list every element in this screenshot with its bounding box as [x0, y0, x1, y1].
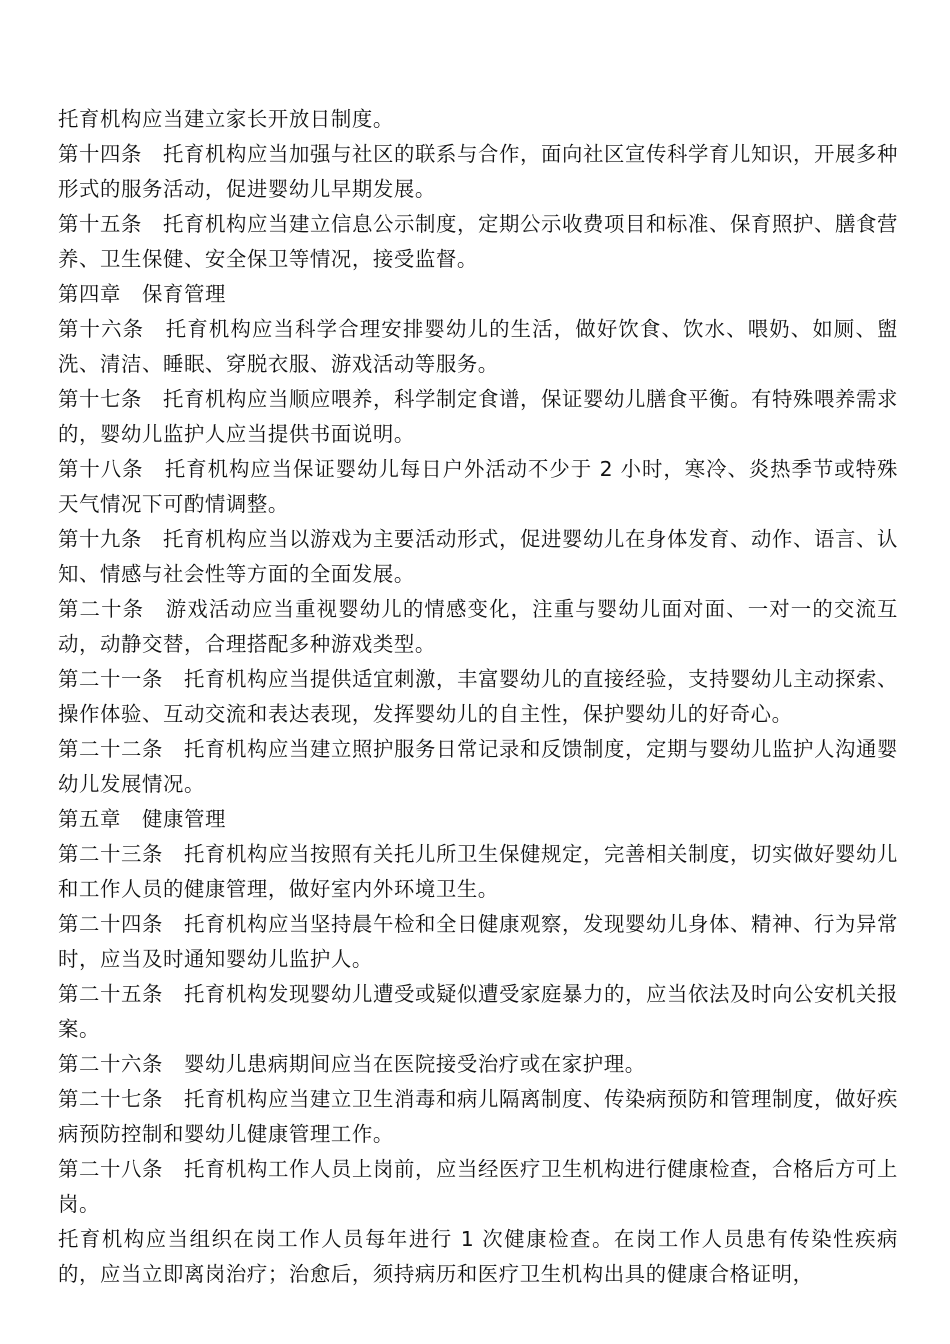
article-label: 第二十三条	[58, 842, 163, 866]
article-text: 托育机构应当建立信息公示制度，定期公示收费项目和标准、保育照护、膳食营养、卫生保健、安全保卫等情况，接受监督。	[58, 212, 898, 271]
article-15	[58, 207, 898, 277]
article-text: 托育机构应当科学合理安排婴幼儿的生活，做好饮食、饮水、喂奶、如厕、盥洗、清洁、睡眠、穿脱衣服、游戏活动等服务。	[58, 317, 898, 376]
article-22	[58, 732, 898, 802]
article-25	[58, 977, 898, 1047]
paragraph-continuation	[58, 1222, 898, 1292]
article-20	[58, 592, 898, 662]
article-text: 托育机构应当顺应喂养，科学制定食谱，保证婴幼儿膳食平衡。有特殊喂养需求的，婴幼儿监护人应当提供书面说明。	[58, 387, 898, 446]
article-21	[58, 662, 898, 732]
article-label: 第二十条	[58, 597, 145, 621]
paragraph-text: 托育机构应当建立家长开放日制度。	[58, 107, 394, 131]
article-18	[58, 452, 898, 522]
article-23	[58, 837, 898, 907]
article-24	[58, 907, 898, 977]
article-text: 托育机构应当按照有关托儿所卫生保健规定，完善相关制度，切实做好婴幼儿和工作人员的健康管理，做好室内外环境卫生。	[58, 842, 898, 901]
article-26	[58, 1047, 898, 1082]
article-label: 第十九条	[58, 527, 142, 551]
chapter-label: 第四章	[58, 282, 121, 306]
article-label: 第十五条	[58, 212, 142, 236]
article-17	[58, 382, 898, 452]
article-text: 托育机构工作人员上岗前，应当经医疗卫生机构进行健康检查，合格后方可上岗。	[58, 1157, 898, 1216]
article-label: 第十七条	[58, 387, 142, 411]
chapter-5-heading	[58, 802, 898, 837]
article-label: 第十四条	[58, 142, 142, 166]
article-label: 第二十四条	[58, 912, 163, 936]
article-27	[58, 1082, 898, 1152]
article-text: 托育机构应当保证婴幼儿每日户外活动不少于 2 小时，寒冷、炎热季节或特殊天气情况下可酌情调整。	[58, 457, 898, 516]
paragraph-0	[58, 102, 898, 137]
chapter-4-heading	[58, 277, 898, 312]
article-19	[58, 522, 898, 592]
article-label: 第二十八条	[58, 1157, 163, 1181]
article-label: 第十八条	[58, 457, 144, 481]
paragraph-text: 托育机构应当组织在岗工作人员每年进行 1 次健康检查。在岗工作人员患有传染性疾病的，应当立即离岗治疗；治愈后，须持病历和医疗卫生机构出具的健康合格证明，	[58, 1227, 898, 1286]
document-page	[58, 102, 898, 1292]
article-label: 第二十五条	[58, 982, 163, 1006]
article-text: 托育机构应当以游戏为主要活动形式，促进婴幼儿在身体发育、动作、语言、认知、情感与社会性等方面的全面发展。	[58, 527, 898, 586]
article-label: 第二十一条	[58, 667, 163, 691]
chapter-title: 健康管理	[141, 807, 226, 831]
article-label: 第二十七条	[58, 1087, 163, 1111]
article-28	[58, 1152, 898, 1222]
article-text: 托育机构应当加强与社区的联系与合作，面向社区宣传科学育儿知识，开展多种形式的服务活动，促进婴幼儿早期发展。	[58, 142, 898, 201]
article-text: 托育机构应当建立照护服务日常记录和反馈制度，定期与婴幼儿监护人沟通婴幼儿发展情况。	[58, 737, 898, 796]
article-text: 游戏活动应当重视婴幼儿的情感变化，注重与婴幼儿面对面、一对一的交流互动，动静交替，合理搭配多种游戏类型。	[58, 597, 898, 656]
article-14	[58, 137, 898, 207]
article-16	[58, 312, 898, 382]
chapter-title: 保育管理	[141, 282, 226, 306]
chapter-label: 第五章	[58, 807, 121, 831]
article-text: 托育机构应当提供适宜刺激，丰富婴幼儿的直接经验，支持婴幼儿主动探索、操作体验、互动交流和表达表现，发挥婴幼儿的自主性，保护婴幼儿的好奇心。	[58, 667, 898, 726]
article-text: 托育机构应当建立卫生消毒和病儿隔离制度、传染病预防和管理制度，做好疾病预防控制和婴幼儿健康管理工作。	[58, 1087, 898, 1146]
article-label: 第十六条	[58, 317, 145, 341]
article-label: 第二十六条	[58, 1052, 163, 1076]
article-text: 婴幼儿患病期间应当在医院接受治疗或在家护理。	[183, 1052, 646, 1076]
article-text: 托育机构发现婴幼儿遭受或疑似遭受家庭暴力的，应当依法及时向公安机关报案。	[58, 982, 898, 1041]
article-label: 第二十二条	[58, 737, 163, 761]
article-text: 托育机构应当坚持晨午检和全日健康观察，发现婴幼儿身体、精神、行为异常时，应当及时通知婴幼儿监护人。	[58, 912, 898, 971]
